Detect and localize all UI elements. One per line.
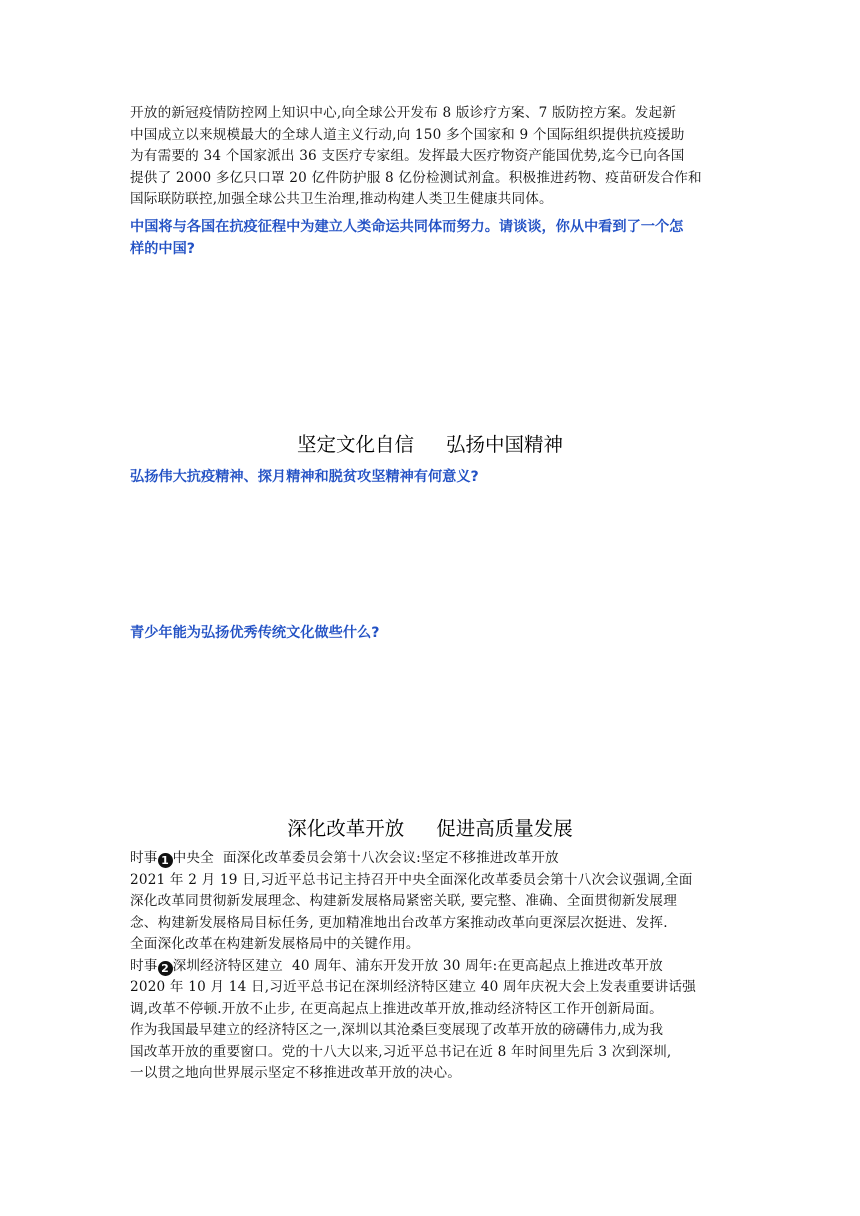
news-title-text: 深圳经济特区建立 40 周年、浦东开发开放 30 周年:在更高起点上推进改革开放 [172,957,663,974]
news-line: 念、构建新发展格局目标任务, 更加精准地出台改革方案推动改革向更深层次挺进、发挥. [130,914,668,931]
question-line: 样的中国? [130,241,195,257]
question-line: 弘扬伟大抗疫精神、探月精神和脱贫攻坚精神有何意义? [130,469,479,485]
number-badge: 2 [158,961,173,976]
section-heading-culture [0,429,860,457]
heading-right: 弘扬中国精神 [446,433,564,456]
heading-left: 深化改革开放 [287,817,405,840]
news-line: 国改革开放的重要窗口。党的十八大以来,习近平总书记在近 8 年时间里先后 3 次到深圳, [130,1043,672,1060]
intro-paragraph [130,103,730,211]
heading-right: 促进高质量发展 [436,817,573,840]
intro-line: 开放的新冠疫情防控网上知识中心,向全球公开发布 8 版诊疗方案、7 版防控方案。发起新 [130,105,677,121]
intro-line: 中国成立以来规模最大的全球人道主义行动,向 150 多个国家和 9 个国际组织提供抗疫援助 [130,126,685,143]
news-line: 作为我国最早建立的经济特区之一,深圳以其沧桑巨变展现了改革开放的磅礴伟力,成为我 [130,1022,664,1038]
question-spirit-significance [130,466,740,488]
news-prefix: 时事 [130,850,158,866]
news-line: 全面深化改革在构建新发展格局中的关键作用。 [130,936,420,952]
reform-news-paragraph [130,848,730,1085]
news-item-title [130,956,730,978]
news-prefix: 时事 [130,957,158,974]
intro-line: 为有需要的 34 个国家派出 36 支医疗专家组。发挥最大医疗物资产能国优势,迄今已向各国 [130,148,685,164]
question-youth-culture [130,622,740,644]
news-item-title [130,848,730,870]
question-line: 青少年能为弘扬优秀传统文化做些什么? [130,625,380,641]
section-heading-reform [0,813,860,841]
intro-line: 提供了 2000 多亿只口罩 20 亿件防护服 8 亿份检测试剂盒。积极推进药物、疫苗研发合作和 [130,169,702,186]
heading-left: 坚定文化自信 [296,433,414,456]
intro-line: 国际联防联控,加强全球公共卫生治理,推动构建人类卫生健康共同体。 [130,191,553,207]
question-line: 中国将与各国在抗疫征程中为建立人类命运共同体而努力。请谈谈，你从中看到了一个怎 [130,219,684,235]
news-line: 2021 年 2 月 19 日,习近平总书记主持召开中央全面深化改革委员会第十八次会议强调,全面 [130,871,693,888]
news-line: 深化改革同贯彻新发展理念、构建新发展格局紧密关联, 要完整、准确、全面贯彻新发展理 [130,893,677,909]
news-line: 调,改革不停顿.开放不止步, 在更高起点上推进改革开放,推动经济特区工作开创新局面。 [130,1000,663,1017]
news-title-text: 中央全 面深化改革委员会第十八次会议:坚定不移推进改革开放 [172,850,559,866]
number-badge: 1 [158,853,173,868]
question-china-image [130,216,740,260]
news-line: 一以贯之地向世界展示坚定不移推进改革开放的决心。 [130,1065,462,1081]
news-line: 2020 年 10 月 14 日,习近平总书记在深圳经济特区建立 40 周年庆祝大会上发表重要讲话强 [130,979,697,995]
